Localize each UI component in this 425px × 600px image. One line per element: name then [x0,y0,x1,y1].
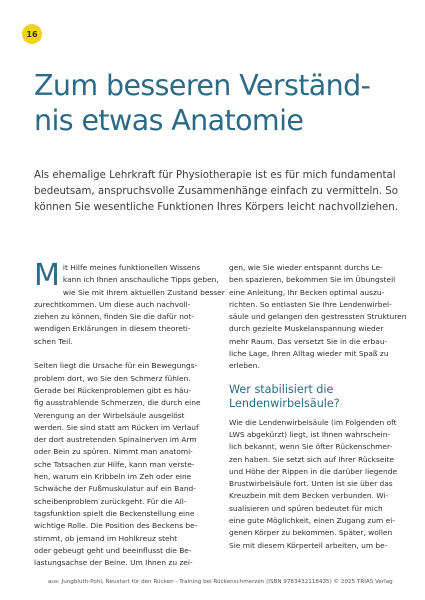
text-line: gen, wie Sie wieder entspannt durchs Le- [229,263,383,272]
text-line: it Hilfe meines funktionellen Wissens [62,263,201,272]
intro-line: Als ehemalige Lehrkraft für Physiotherapie ist es für mich fundamental [34,170,396,181]
text-line: fig ausstrahlende Schmerzen, die durch eine [34,398,201,408]
text-line: schen Teil. [34,336,73,346]
text-line: Schwäche der Fußmuskulatur auf ein Band- [34,484,196,494]
text-line: werden. Sie sind statt am Rücken im Verlauf [34,422,199,432]
left-paragraph-1 [34,258,225,348]
intro-line: können Sie wesentliche Funktionen Ihres Körpers leicht nachvollziehen. [34,202,398,213]
text-line: Sie mit diesem Körperteil arbeiten, um be- [229,540,388,550]
right-paragraph-2 [229,417,399,552]
text-line: oder Bein zu spüren. Nimmt man anatomi- [34,447,193,457]
text-line: LWS abgekürzt) liegt, ist Ihnen wahrschein- [229,429,391,439]
text-line: oder gebeugt geht und beeinflusst die Be- [34,545,192,555]
text-line: ziehen zu können, finden Sie die dafür not- [34,312,195,322]
text-line: Kreuzbein mit dem Becken verbunden. Wi- [229,491,389,501]
subheading-line: Wer stabilisiert die [229,382,334,396]
text-line: hen, warum ein Kribbeln im Zeh oder eine [34,472,192,482]
text-line: eine Anleitung, Ihr Becken optimal auszu- [229,287,385,297]
source-footer: aus: Jungbluth-Pohl, Neustart für den Rücken - Training bei Rückenschmerzen (ISBN 9783432118435) © 2025 TRIAS Verlag [48,579,393,585]
text-line: tagsfunktion spielt die Beckenstellung eine [34,508,195,518]
text-line: lastungsachse der Beine. Um Ihnen zu zei- [34,558,193,568]
intro-paragraph [34,168,406,216]
page-number: 16 [26,29,38,39]
text-line: lich bekannt, wenn Sie öfter Rückenschmer- [229,442,393,452]
left-paragraph-2 [34,360,204,569]
text-line: sche Tatsachen zur Hilfe, kann man verste- [34,459,195,469]
text-line: Verengung an der Wirbelsäule ausgelöst [34,410,185,420]
text-line: problem dort, wo Sie den Schmerz fühlen. [34,373,191,383]
text-line: Wie die Lendenwirbelsäule (im Folgenden oft [229,417,397,427]
subheading-line: Lendenwirbelsäule? [229,396,340,410]
text-line: Brustwirbelsäule fort. Unten ist sie über das [229,479,393,489]
text-line: säule und gelangen den gestressten Strukturen [229,312,407,322]
text-line: kann ich Ihnen anschauliche Tipps geben, [62,275,219,285]
text-line: eine gute Möglichkeit, einen Zugang zum ei- [229,516,395,526]
page-title [34,68,414,138]
text-line: ben spazieren, bekommen Sie im Übungsteil [229,275,396,285]
text-line: scheibenproblem zurückgeht. Für die All- [34,496,187,506]
right-paragraph-1 [229,262,407,373]
left-column [34,258,225,569]
text-line: mehr Raum. Das versetzt Sie in die erbau- [229,336,388,346]
intro-line: bedeutsam, anspruchsvolle Zusammenhänge einfach zu vermitteln. So [34,186,398,197]
text-line: sualisieren und spüren bedeutet für mich [229,503,383,513]
text-line: wichtige Rolle. Die Position des Beckens be- [34,521,198,531]
text-line: liche Lage, Ihren Alltag wieder mit Spaß zu [229,349,389,359]
page-number-badge [22,24,42,44]
text-line: zurechtkommen. Um diese auch nachvoll- [34,299,191,309]
text-line: und Höhe der Rippen in die darüber liegende [229,466,398,476]
right-column [229,262,407,552]
text-line: Gerade bei Rückenproblemen gibt es häu- [34,385,192,395]
text-line: erleben. [229,361,260,371]
text-line: richten. So entlasten Sie Ihre Lendenwirbel- [229,299,392,309]
text-line: wendigen Erklärungen in diesem theoreti- [34,324,191,334]
drop-cap: M [34,258,60,293]
text-line: durch gezielte Muskelanspannung wieder [229,324,384,334]
title-line: nis etwas Anatomie [34,104,304,137]
text-line: wie Sie mit Ihrem aktuellen Zustand besser [62,287,225,297]
text-line: genen Körper zu bekommen. Später, wollen [229,528,393,538]
text-line: der dort austretenden Spinalnerven im Arm [34,435,197,445]
section-subheading [229,383,399,411]
title-line: Zum besseren Verständ- [34,69,371,102]
text-line: Selten liegt die Ursache für ein Bewegungs- [34,361,198,371]
text-line: stimmt, ob jemand im Hohlkreuz steht [34,533,178,543]
text-line: zen haben. Sie setzt sich auf Ihrer Rückseite [229,454,394,464]
